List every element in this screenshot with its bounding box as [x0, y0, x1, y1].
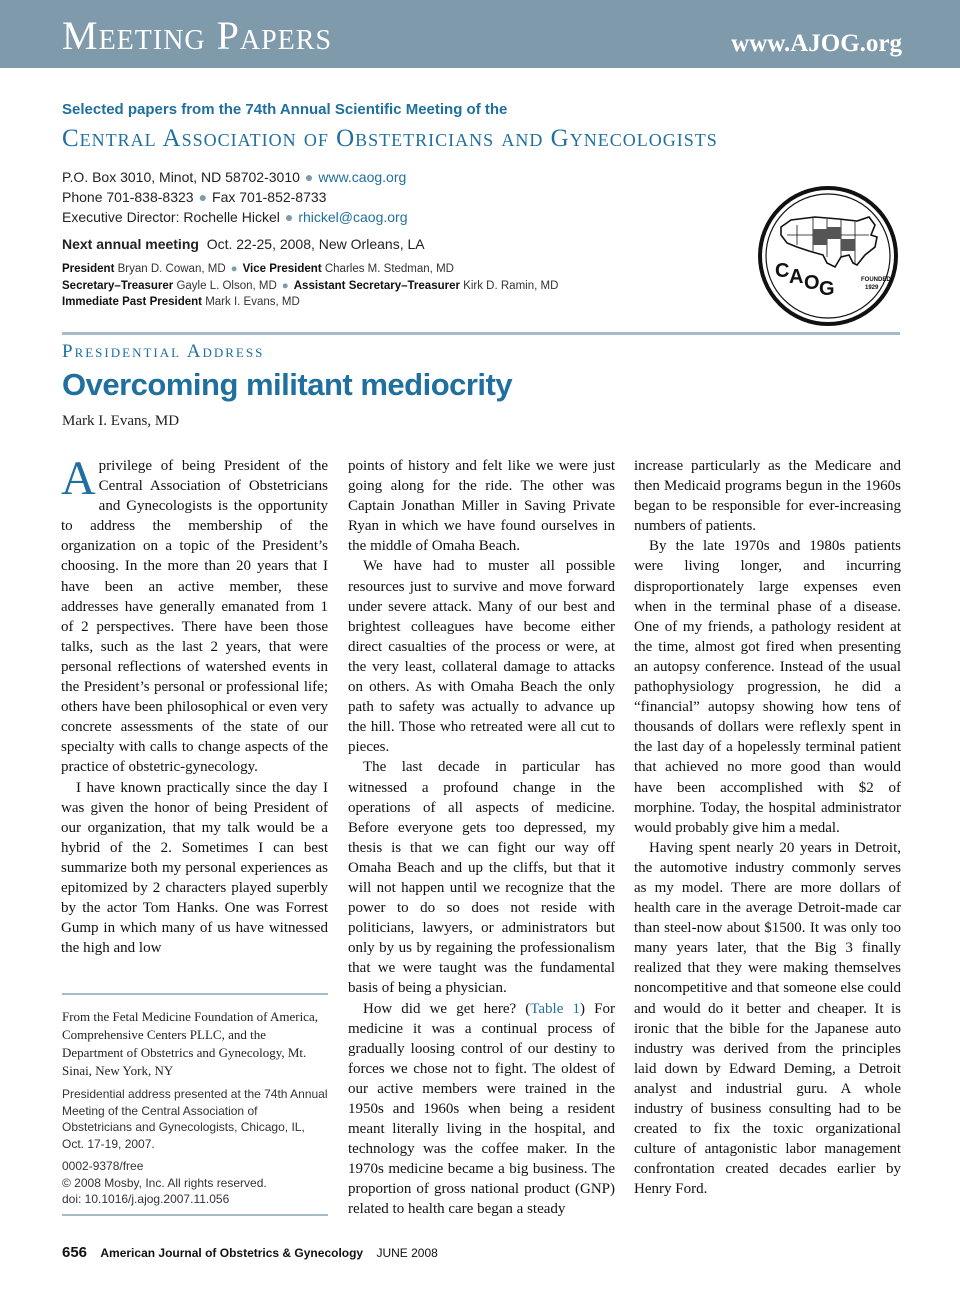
- table-1-link[interactable]: Table 1: [530, 1000, 581, 1017]
- assistant-secretary-name: Kirk D. Ramin, MD: [463, 279, 559, 292]
- issue-date: JUNE 2008: [376, 1246, 438, 1260]
- banner-url-link[interactable]: www.AJOG.org: [731, 30, 902, 57]
- footnote-copyright-block: [62, 1158, 328, 1208]
- past-president-label: Immediate Past President: [62, 296, 202, 308]
- bullet-icon: ●: [198, 189, 208, 205]
- logo-letter-g: G: [819, 278, 835, 300]
- section-label: Presidential Address: [62, 341, 265, 362]
- executive-director: Executive Director: Rochelle Hickel: [62, 209, 280, 225]
- paragraph-text: ) For medicine it was a continual process of gradually loosing control of our destiny to forces we chose not to fight. The oldest of our active members were trained in the 1950s and 1960s when being a resident meant literally living in the hospital, and technology was the coffee maker. In the 1970s medicine became a big business. The proportion of gross national product (GNP) related to health care began a steady: [348, 1000, 615, 1218]
- contact-line-phone: [62, 187, 326, 207]
- contact-line-director: [62, 207, 407, 227]
- paragraph: [348, 999, 615, 1220]
- doi-link[interactable]: doi: 10.1016/j.ajog.2007.11.056: [62, 1192, 230, 1207]
- page-number: 656: [62, 1244, 88, 1261]
- logo-letter-c: C: [775, 260, 790, 282]
- phone: Phone 701-838-8323: [62, 189, 194, 205]
- footnote-divider: [62, 993, 328, 995]
- paragraph: [61, 452, 328, 778]
- website-link[interactable]: www.caog.org: [318, 169, 407, 185]
- bullet-icon: ●: [304, 169, 314, 185]
- past-president-name: Mark I. Evans, MD: [205, 296, 300, 308]
- logo-letter-a: A: [789, 266, 804, 288]
- article-author: Mark I. Evans, MD: [62, 413, 180, 429]
- president-label: President: [62, 263, 115, 275]
- next-meeting-label: Next annual meeting: [62, 236, 199, 252]
- bullet-icon: ●: [281, 279, 289, 292]
- article-title: Overcoming militant mediocrity: [62, 367, 513, 402]
- drop-cap: A: [61, 452, 96, 505]
- bullet-icon: ●: [284, 209, 294, 225]
- banner-title: Meeting Papers: [62, 13, 333, 58]
- body-column-1: [61, 452, 328, 958]
- logo-founded: FOUNDED: [861, 277, 891, 283]
- footnote-affiliation: From the Fetal Medicine Foundation of America, Comprehensive Centers PLLC, and the Department of Obstetrics and Gynecology, Mt. Sinai, New York, NY: [62, 1009, 318, 1078]
- logo-year: 1929: [865, 285, 879, 291]
- paragraph-text: How did we get here? (: [363, 1000, 531, 1017]
- vice-president-name: Charles M. Stedman, MD: [324, 263, 454, 275]
- footnote-bottom-divider: [62, 1214, 328, 1216]
- next-meeting: [62, 234, 425, 254]
- paragraph: increase particularly as the Medicare and then Medicaid programs begun in the 1960s began to be responsible for ever-increasing numbers of patients.: [634, 458, 901, 535]
- issn: 0002-9378/free: [62, 1159, 144, 1173]
- organization-name: Central Association of Obstetricians and Gynecologists: [62, 125, 718, 152]
- paragraph-text: privilege of being President of the Central Association of Obstetricians and Gynecologists is the opportunity to address the membership of the organization on a topic of the President’s choosing. In the more than 20 years that I have been an active member, these addresses have generally emanated from 1 of 2 perspectives. There have been those talks, such as the last 2 years, that were personal reflections of watershed events in the President’s personal or professional life; others have been philosophical or even very concrete assessments of the state of our specialty with calls to change aspects of the practice of obstetric-gynecology.: [61, 458, 328, 776]
- paragraph: The last decade in particular has witnessed a profound change in the operations of all aspects of medicine. Before everyone gets too depressed, my thesis is that we can fight our way off Omaha Beach and up the cliffs, but that it will not happen until we recognize that the power to do so does not reside with politicians, lawyers, or administrators but only by us by regaining the professionalism that we were taught was the fundamental basis of being a physician.: [348, 759, 615, 997]
- fax: Fax 701-852-8733: [212, 189, 327, 205]
- header-divider: [62, 332, 900, 335]
- president-name: Bryan D. Cowan, MD: [117, 263, 226, 275]
- paragraph: Having spent nearly 20 years in Detroit, the automotive industry commonly serves as my model. There are more dollars of health care in the average Detroit-made car than steel-now about $1500. It was only too many years later, that the Big 3 finally realized that they were making themselves noncompetitive and that someone else could and would do it better and cheaper. It is ironic that the bible for the Japanese auto industry was derived from the principles laid down by Edward Deming, a Detroit analyst and industrial guru. A whole industry of business consulting had to be created to fix the toxic organizational culture of antagonistic labor management confrontation created decades earlier by Henry Ford.: [634, 839, 901, 1198]
- journal-name: American Journal of Obstetrics & Gynecology: [100, 1246, 364, 1260]
- body-column-3: [634, 456, 901, 1199]
- page-footer: [62, 1244, 438, 1261]
- banner: [0, 0, 960, 68]
- paragraph: points of history and felt like we were just going along for the ride. The other was Captain Jonathan Miller in Saving Private Ryan in which we have found ourselves in the middle of Omaha Beach.: [348, 458, 615, 555]
- selected-papers-heading: Selected papers from the 74th Annual Scientific Meeting of the: [62, 101, 508, 118]
- caog-logo: [757, 185, 899, 327]
- assistant-secretary-label: Assistant Secretary–Treasurer: [293, 279, 460, 292]
- vice-president-label: Vice President: [242, 263, 322, 275]
- paragraph: We have had to muster all possible resources just to survive and move forward under severe attack. Many of our best and brightest colleagues have become either direct casualties of the process or were, at the very least, collateral damage to attacks on others. As with Omaha Beach the only path to safety was actually to advance up the hill. Those who retreated were all cut to pieces.: [348, 558, 615, 756]
- po-box: P.O. Box 3010, Minot, ND 58702-3010: [62, 169, 300, 185]
- secretary-name: Gayle L. Olson, MD: [176, 279, 277, 292]
- copyright: © 2008 Mosby, Inc. All rights reserved.: [62, 1175, 267, 1190]
- paragraph: By the late 1970s and 1980s patients were living longer, and incurring disproportionately large expenses even when in the terminal phase of a disease. One of my friends, a pathology resident at the time, almost got fired when presenting an autopsy conference. Instead of the usual pathophysiology progression, he did a “financial” autopsy showing how tens of thousands of dollars were reflexly spent in the last day of a hopelessly terminal patient that achieved no more good than would have been accomplished with $2 of morphine. Today, the hospital administrator would probably give him a medal.: [634, 538, 901, 836]
- logo-letter-o: O: [804, 272, 820, 294]
- paragraph: I have known practically since the day I was given the honor of being President of our organization, that my talk would be a hybrid of the 2. Sometimes I can best summarize both my personal experiences as epitomized by 2 characters played superbly by the actor Tom Hanks. One was Forrest Gump in which many of us have witnessed the high and low: [61, 779, 328, 957]
- footnote-presented: Presidential address presented at the 74th Annual Meeting of the Central Association of Obstetricians and Gynecologists, Chicago, IL, Oct. 17-19, 2007.: [62, 1087, 328, 1151]
- email-link[interactable]: rhickel@caog.org: [298, 209, 408, 225]
- contact-line-address: [62, 167, 406, 187]
- secretary-label: Secretary–Treasurer: [62, 279, 174, 292]
- bullet-icon: ●: [230, 263, 238, 275]
- body-column-2: [348, 456, 615, 1220]
- officers-list: [62, 261, 558, 311]
- next-meeting-value: Oct. 22-25, 2008, New Orleans, LA: [206, 236, 425, 252]
